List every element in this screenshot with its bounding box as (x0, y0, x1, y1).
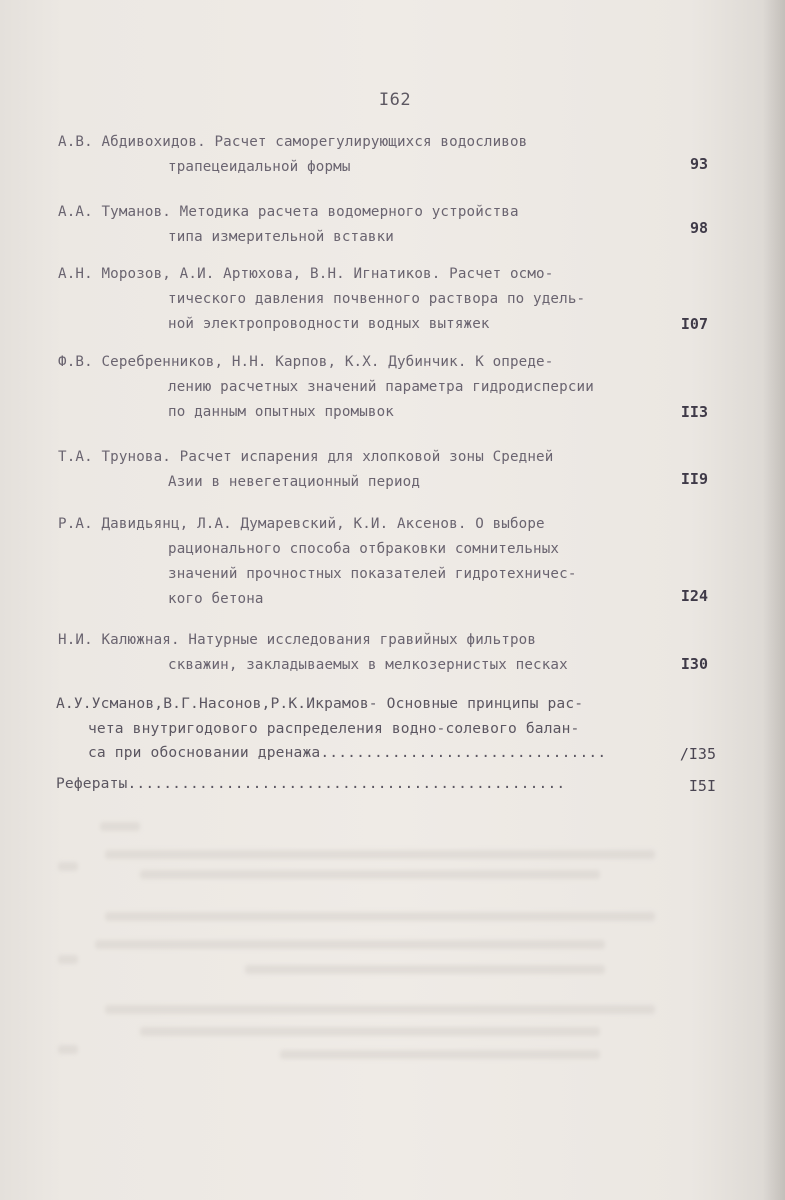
entry-page-number: II9 (680, 470, 708, 488)
entry-title-line: са при обосновании дренажа................................ (88, 744, 607, 761)
entry-title-line: Ф.В. Серебренников, Н.Н. Карпов, К.Х. Дубинчик. К опреде- (58, 354, 554, 370)
entry-title-line: скважин, закладываемых в мелкозернистых песках (168, 657, 568, 673)
entry-title-line: А.В. Абдивохидов. Расчет саморегулирующихся водосливов (58, 134, 528, 150)
entry-title-line: Рефераты................................................. (56, 775, 566, 792)
toc-entry (56, 772, 716, 797)
toc-entry (58, 628, 718, 678)
entry-title-line: ной электропроводности водных вытяжек (168, 316, 490, 332)
toc-entry (56, 692, 716, 766)
entry-page-number: I5I (688, 777, 716, 795)
toc-entry (58, 130, 718, 180)
entry-page-number: 93 (689, 155, 708, 173)
entry-title-line: Т.А. Трунова. Расчет испарения для хлопковой зоны Средней (58, 449, 554, 465)
entry-title-line: А.Н. Морозов, А.И. Артюхова, В.Н. Игнатиков. Расчет осмо- (58, 266, 554, 282)
entry-title-line: чета внутригодового распределения водно-солевого балан- (88, 719, 580, 737)
entry-title-line: тического давления почвенного раствора по удель- (168, 291, 586, 307)
entry-title-line: лению расчетных значений параметра гидродисперсии (168, 379, 594, 395)
entry-title-line: типа измерительной вставки (168, 229, 394, 245)
entry-title-line: рационального способа отбраковки сомнительных (168, 541, 560, 557)
page-edge-shadow (763, 0, 785, 1200)
entry-page-number: /I35 (679, 745, 716, 763)
page-number: I62 (378, 90, 412, 110)
entry-title-line: по данным опытных промывок (168, 404, 394, 420)
entry-title-line: кого бетона (168, 591, 264, 607)
entry-title-line: трапецеидальной формы (168, 159, 351, 175)
toc-entry (58, 262, 718, 337)
entry-title-line: Р.А. Давидьянц, Л.А. Думаревский, К.И. Аксенов. О выборе (58, 516, 545, 532)
entry-page-number: I24 (680, 587, 708, 605)
toc-entry (58, 200, 718, 250)
entry-page-number: I07 (680, 315, 708, 333)
entry-page-number: II3 (680, 403, 708, 421)
entry-title-line: Азии в невегетационный период (168, 474, 421, 490)
entry-title-line: А.А. Туманов. Методика расчета водомерного устройства (58, 204, 519, 220)
entry-title-line: А.У.Усманов,В.Г.Насонов,Р.К.Икрамов- Основные принципы рас- (56, 695, 584, 712)
entry-page-number: I30 (680, 655, 708, 673)
entry-title-line: значений прочностных показателей гидротехничес- (168, 566, 577, 582)
entry-page-number: 98 (689, 219, 708, 237)
entry-title-line: Н.И. Калюжная. Натурные исследования гравийных фильтров (58, 632, 537, 648)
toc-entry (58, 350, 718, 425)
toc-entry (58, 445, 718, 495)
toc-entry (58, 512, 718, 612)
